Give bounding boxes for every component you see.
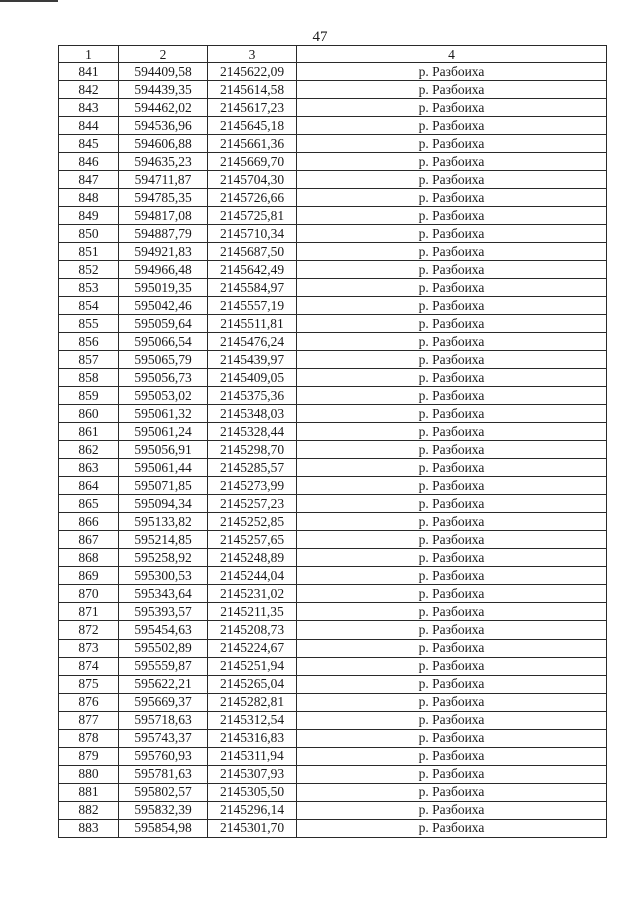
cell-x-coordinate: 595042,46: [119, 297, 208, 315]
cell-point-number: 845: [59, 135, 119, 153]
cell-description: р. Разбоиха: [297, 459, 607, 477]
cell-y-coordinate: 2145687,50: [208, 243, 297, 261]
cell-x-coordinate: 595669,37: [119, 693, 208, 711]
cell-point-number: 878: [59, 729, 119, 747]
cell-description: р. Разбоиха: [297, 639, 607, 657]
cell-y-coordinate: 2145642,49: [208, 261, 297, 279]
table-row: [59, 459, 607, 477]
column-header-x-coordinate: 2: [119, 46, 208, 63]
cell-description: р. Разбоиха: [297, 63, 607, 81]
cell-description: р. Разбоиха: [297, 549, 607, 567]
cell-y-coordinate: 2145208,73: [208, 621, 297, 639]
cell-y-coordinate: 2145224,67: [208, 639, 297, 657]
cell-y-coordinate: 2145725,81: [208, 207, 297, 225]
cell-x-coordinate: 595743,37: [119, 729, 208, 747]
cell-point-number: 883: [59, 819, 119, 837]
cell-description: р. Разбоиха: [297, 747, 607, 765]
cell-y-coordinate: 2145252,85: [208, 513, 297, 531]
cell-point-number: 856: [59, 333, 119, 351]
cell-x-coordinate: 594711,87: [119, 171, 208, 189]
cell-y-coordinate: 2145211,35: [208, 603, 297, 621]
table-row: [59, 495, 607, 513]
cell-point-number: 873: [59, 639, 119, 657]
cell-x-coordinate: 595393,57: [119, 603, 208, 621]
table-row: [59, 279, 607, 297]
cell-y-coordinate: 2145316,83: [208, 729, 297, 747]
cell-y-coordinate: 2145301,70: [208, 819, 297, 837]
cell-y-coordinate: 2145557,19: [208, 297, 297, 315]
cell-y-coordinate: 2145617,23: [208, 99, 297, 117]
cell-point-number: 844: [59, 117, 119, 135]
cell-description: р. Разбоиха: [297, 279, 607, 297]
cell-description: р. Разбоиха: [297, 765, 607, 783]
table-row: [59, 657, 607, 675]
cell-y-coordinate: 2145511,81: [208, 315, 297, 333]
cell-point-number: 869: [59, 567, 119, 585]
cell-description: р. Разбоиха: [297, 621, 607, 639]
table-header: [59, 46, 607, 63]
cell-description: р. Разбоиха: [297, 567, 607, 585]
cell-point-number: 848: [59, 189, 119, 207]
cell-x-coordinate: 594921,83: [119, 243, 208, 261]
cell-description: р. Разбоиха: [297, 171, 607, 189]
cell-x-coordinate: 595300,53: [119, 567, 208, 585]
scan-edge-mark: [0, 0, 58, 2]
cell-point-number: 862: [59, 441, 119, 459]
cell-x-coordinate: 595133,82: [119, 513, 208, 531]
cell-y-coordinate: 2145439,97: [208, 351, 297, 369]
table-row: [59, 351, 607, 369]
table-row: [59, 603, 607, 621]
cell-description: р. Разбоиха: [297, 711, 607, 729]
cell-y-coordinate: 2145710,34: [208, 225, 297, 243]
cell-point-number: 857: [59, 351, 119, 369]
cell-point-number: 849: [59, 207, 119, 225]
cell-description: р. Разбоиха: [297, 531, 607, 549]
cell-point-number: 865: [59, 495, 119, 513]
table-row: [59, 441, 607, 459]
cell-point-number: 851: [59, 243, 119, 261]
table-row: [59, 99, 607, 117]
cell-y-coordinate: 2145265,04: [208, 675, 297, 693]
cell-x-coordinate: 595781,63: [119, 765, 208, 783]
cell-y-coordinate: 2145704,30: [208, 171, 297, 189]
cell-x-coordinate: 595056,73: [119, 369, 208, 387]
cell-point-number: 881: [59, 783, 119, 801]
cell-y-coordinate: 2145257,23: [208, 495, 297, 513]
cell-description: р. Разбоиха: [297, 495, 607, 513]
cell-x-coordinate: 594606,88: [119, 135, 208, 153]
cell-x-coordinate: 595061,24: [119, 423, 208, 441]
table-row: [59, 549, 607, 567]
cell-description: р. Разбоиха: [297, 189, 607, 207]
cell-description: р. Разбоиха: [297, 81, 607, 99]
cell-x-coordinate: 594462,02: [119, 99, 208, 117]
cell-point-number: 859: [59, 387, 119, 405]
cell-point-number: 861: [59, 423, 119, 441]
cell-y-coordinate: 2145296,14: [208, 801, 297, 819]
cell-y-coordinate: 2145375,36: [208, 387, 297, 405]
cell-point-number: 858: [59, 369, 119, 387]
table-row: [59, 783, 607, 801]
cell-y-coordinate: 2145231,02: [208, 585, 297, 603]
cell-x-coordinate: 595065,79: [119, 351, 208, 369]
cell-description: р. Разбоиха: [297, 603, 607, 621]
cell-point-number: 846: [59, 153, 119, 171]
column-header-y-coordinate: 3: [208, 46, 297, 63]
cell-x-coordinate: 595071,85: [119, 477, 208, 495]
column-header-point-number: 1: [59, 46, 119, 63]
cell-point-number: 863: [59, 459, 119, 477]
table-row: [59, 747, 607, 765]
cell-y-coordinate: 2145257,65: [208, 531, 297, 549]
table-row: [59, 693, 607, 711]
cell-description: р. Разбоиха: [297, 585, 607, 603]
cell-point-number: 847: [59, 171, 119, 189]
cell-point-number: 879: [59, 747, 119, 765]
cell-x-coordinate: 595056,91: [119, 441, 208, 459]
cell-description: р. Разбоиха: [297, 99, 607, 117]
cell-y-coordinate: 2145273,99: [208, 477, 297, 495]
table-row: [59, 585, 607, 603]
cell-x-coordinate: 595854,98: [119, 819, 208, 837]
cell-x-coordinate: 595061,32: [119, 405, 208, 423]
coordinates-table: [58, 45, 607, 838]
cell-point-number: 841: [59, 63, 119, 81]
cell-description: р. Разбоиха: [297, 315, 607, 333]
table-row: [59, 765, 607, 783]
cell-point-number: 852: [59, 261, 119, 279]
cell-description: р. Разбоиха: [297, 405, 607, 423]
cell-y-coordinate: 2145248,89: [208, 549, 297, 567]
cell-x-coordinate: 595832,39: [119, 801, 208, 819]
cell-y-coordinate: 2145348,03: [208, 405, 297, 423]
table-row: [59, 63, 607, 81]
cell-point-number: 877: [59, 711, 119, 729]
cell-y-coordinate: 2145285,57: [208, 459, 297, 477]
cell-x-coordinate: 595214,85: [119, 531, 208, 549]
cell-description: р. Разбоиха: [297, 693, 607, 711]
cell-x-coordinate: 594536,96: [119, 117, 208, 135]
cell-point-number: 855: [59, 315, 119, 333]
cell-x-coordinate: 595066,54: [119, 333, 208, 351]
table-row: [59, 819, 607, 837]
cell-description: р. Разбоиха: [297, 297, 607, 315]
cell-x-coordinate: 594439,35: [119, 81, 208, 99]
cell-point-number: 880: [59, 765, 119, 783]
cell-y-coordinate: 2145312,54: [208, 711, 297, 729]
cell-x-coordinate: 595454,63: [119, 621, 208, 639]
cell-y-coordinate: 2145244,04: [208, 567, 297, 585]
cell-description: р. Разбоиха: [297, 207, 607, 225]
table-row: [59, 639, 607, 657]
table-body: [59, 63, 607, 838]
cell-point-number: 872: [59, 621, 119, 639]
table-row: [59, 207, 607, 225]
cell-y-coordinate: 2145307,93: [208, 765, 297, 783]
cell-point-number: 882: [59, 801, 119, 819]
table-row: [59, 675, 607, 693]
cell-point-number: 870: [59, 585, 119, 603]
cell-description: р. Разбоиха: [297, 783, 607, 801]
cell-x-coordinate: 594635,23: [119, 153, 208, 171]
cell-y-coordinate: 2145311,94: [208, 747, 297, 765]
cell-point-number: 864: [59, 477, 119, 495]
cell-description: р. Разбоиха: [297, 423, 607, 441]
cell-y-coordinate: 2145645,18: [208, 117, 297, 135]
cell-point-number: 842: [59, 81, 119, 99]
cell-y-coordinate: 2145622,09: [208, 63, 297, 81]
cell-point-number: 875: [59, 675, 119, 693]
cell-point-number: 843: [59, 99, 119, 117]
cell-description: р. Разбоиха: [297, 351, 607, 369]
cell-point-number: 860: [59, 405, 119, 423]
page-number: 47: [312, 29, 328, 45]
cell-x-coordinate: 595502,89: [119, 639, 208, 657]
table-row: [59, 405, 607, 423]
table-row: [59, 801, 607, 819]
cell-description: р. Разбоиха: [297, 333, 607, 351]
cell-x-coordinate: 594785,35: [119, 189, 208, 207]
cell-point-number: 876: [59, 693, 119, 711]
table-row: [59, 423, 607, 441]
cell-x-coordinate: 595802,57: [119, 783, 208, 801]
table-row: [59, 711, 607, 729]
cell-description: р. Разбоиха: [297, 135, 607, 153]
cell-description: р. Разбоиха: [297, 441, 607, 459]
cell-y-coordinate: 2145328,44: [208, 423, 297, 441]
cell-x-coordinate: 595019,35: [119, 279, 208, 297]
table-row: [59, 225, 607, 243]
cell-point-number: 874: [59, 657, 119, 675]
cell-description: р. Разбоиха: [297, 225, 607, 243]
cell-x-coordinate: 595760,93: [119, 747, 208, 765]
cell-description: р. Разбоиха: [297, 729, 607, 747]
cell-x-coordinate: 594966,48: [119, 261, 208, 279]
table-row: [59, 387, 607, 405]
cell-description: р. Разбоиха: [297, 261, 607, 279]
cell-description: р. Разбоиха: [297, 387, 607, 405]
cell-x-coordinate: 595094,34: [119, 495, 208, 513]
cell-x-coordinate: 594887,79: [119, 225, 208, 243]
cell-point-number: 868: [59, 549, 119, 567]
cell-x-coordinate: 595718,63: [119, 711, 208, 729]
table-row: [59, 315, 607, 333]
cell-point-number: 866: [59, 513, 119, 531]
cell-x-coordinate: 595343,64: [119, 585, 208, 603]
cell-y-coordinate: 2145614,58: [208, 81, 297, 99]
table-row: [59, 117, 607, 135]
cell-description: р. Разбоиха: [297, 369, 607, 387]
cell-x-coordinate: 595559,87: [119, 657, 208, 675]
cell-description: р. Разбоиха: [297, 819, 607, 837]
cell-x-coordinate: 594817,08: [119, 207, 208, 225]
cell-y-coordinate: 2145726,66: [208, 189, 297, 207]
table-row: [59, 189, 607, 207]
table-row: [59, 243, 607, 261]
table-row: [59, 729, 607, 747]
cell-description: р. Разбоиха: [297, 513, 607, 531]
table-row: [59, 171, 607, 189]
table-row: [59, 531, 607, 549]
cell-description: р. Разбоиха: [297, 117, 607, 135]
table-row: [59, 621, 607, 639]
cell-x-coordinate: 595061,44: [119, 459, 208, 477]
cell-y-coordinate: 2145251,94: [208, 657, 297, 675]
cell-x-coordinate: 595053,02: [119, 387, 208, 405]
cell-description: р. Разбоиха: [297, 801, 607, 819]
cell-point-number: 850: [59, 225, 119, 243]
table-row: [59, 153, 607, 171]
cell-y-coordinate: 2145584,97: [208, 279, 297, 297]
cell-description: р. Разбоиха: [297, 675, 607, 693]
cell-description: р. Разбоиха: [297, 153, 607, 171]
cell-description: р. Разбоиха: [297, 243, 607, 261]
column-header-description: 4: [297, 46, 607, 63]
cell-x-coordinate: 595059,64: [119, 315, 208, 333]
cell-description: р. Разбоиха: [297, 657, 607, 675]
cell-y-coordinate: 2145409,05: [208, 369, 297, 387]
table-row: [59, 333, 607, 351]
table-row: [59, 567, 607, 585]
table-row: [59, 513, 607, 531]
cell-x-coordinate: 594409,58: [119, 63, 208, 81]
cell-y-coordinate: 2145476,24: [208, 333, 297, 351]
cell-point-number: 867: [59, 531, 119, 549]
cell-x-coordinate: 595622,21: [119, 675, 208, 693]
cell-y-coordinate: 2145298,70: [208, 441, 297, 459]
cell-y-coordinate: 2145305,50: [208, 783, 297, 801]
cell-point-number: 853: [59, 279, 119, 297]
table-row: [59, 369, 607, 387]
cell-description: р. Разбоиха: [297, 477, 607, 495]
table-row: [59, 261, 607, 279]
table-row: [59, 477, 607, 495]
table-row: [59, 297, 607, 315]
header-row: [59, 46, 607, 63]
cell-x-coordinate: 595258,92: [119, 549, 208, 567]
cell-y-coordinate: 2145282,81: [208, 693, 297, 711]
cell-point-number: 854: [59, 297, 119, 315]
cell-y-coordinate: 2145661,36: [208, 135, 297, 153]
cell-point-number: 871: [59, 603, 119, 621]
table-row: [59, 135, 607, 153]
cell-y-coordinate: 2145669,70: [208, 153, 297, 171]
table-row: [59, 81, 607, 99]
